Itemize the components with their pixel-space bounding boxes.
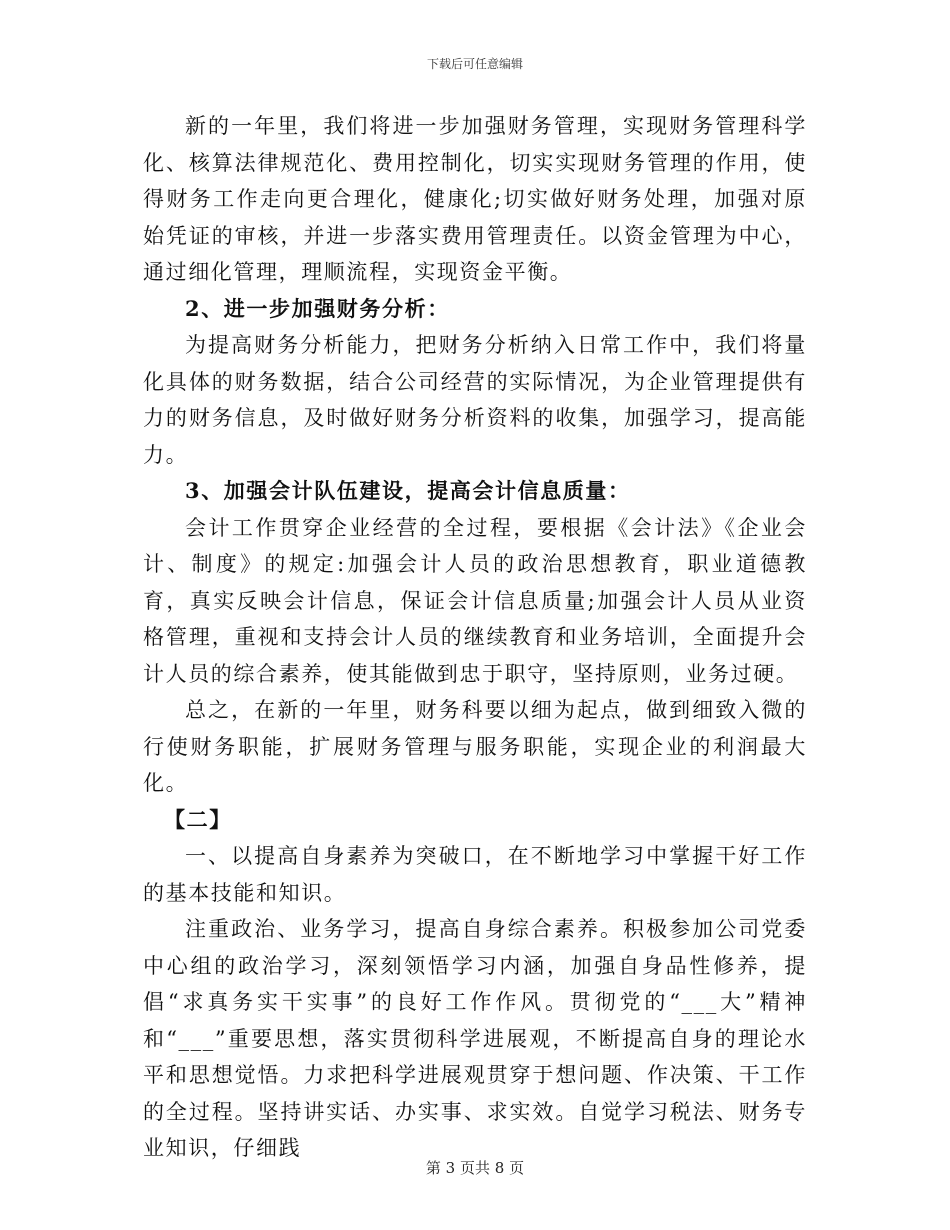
- part-marker: 【二】: [164, 806, 232, 832]
- paragraph: 总之，在新的一年里，财务科要以细为起点，做到细致入微的行使财务职能，扩展财务管理与服务职能，实现企业的利润最大化。: [143, 698, 807, 795]
- section-heading: 3、加强会计队伍建设，提高会计信息质量：: [185, 478, 631, 503]
- paragraph: 新的一年里，我们将进一步加强财务管理，实现财务管理科学化、核算法律规范化、费用控制化，切实实现财务管理的作用，使得财务工作走向更合理化，健康化;切实做好财务处理，加强对原始凭证的审核，并进一步落实费用管理责任。以资金管理为中心，通过细化管理，理顺流程，实现资金平衡。: [143, 114, 807, 284]
- document-body: [143, 108, 807, 1167]
- paragraph: 一、以提高自身素养为突破口，在不断地学习中掌握干好工作的基本技能和知识。: [143, 844, 807, 905]
- page-header: 下载后可任意编辑: [426, 57, 523, 71]
- paragraph: 注重政治、业务学习，提高自身综合素养。积极参加公司党委中心组的政治学习，深刻领悟学习内涵，加强自身品性修养，提倡“求真务实干实事”的良好工作作风。贯彻党的“___大”精神和“___”重要思想，落实贯彻科学进展观，不断提高自身的理论水平和思想觉悟。力求把科学进展观贯穿于想问题、作决策、干工作的全过程。坚持讲实话、办实事、求实效。自觉学习税法、财务专业知识，仔细践: [143, 917, 807, 1160]
- paragraph: 为提高财务分析能力，把财务分析纳入日常工作中，我们将量化具体的财务数据，结合公司经营的实际情况，为企业管理提供有力的财务信息，及时做好财务分析资料的收集，加强学习，提高能力。: [143, 333, 807, 467]
- page-footer: 第 3 页共 8 页: [425, 1159, 525, 1177]
- section-heading: 2、进一步加强财务分析：: [185, 295, 450, 321]
- paragraph: 会计工作贯穿企业经营的全过程，要根据《会计法》《企业会计、制度》的规定:加强会计人员的政治思想教育，职业道德教育，真实反映会计信息，保证会计信息质量;加强会计人员从业资格管理，重视和支持会计人员的继续教育和业务培训，全面提升会计人员的综合素养，使其能做到忠于职守，坚持原则，业务过硬。: [143, 515, 807, 686]
